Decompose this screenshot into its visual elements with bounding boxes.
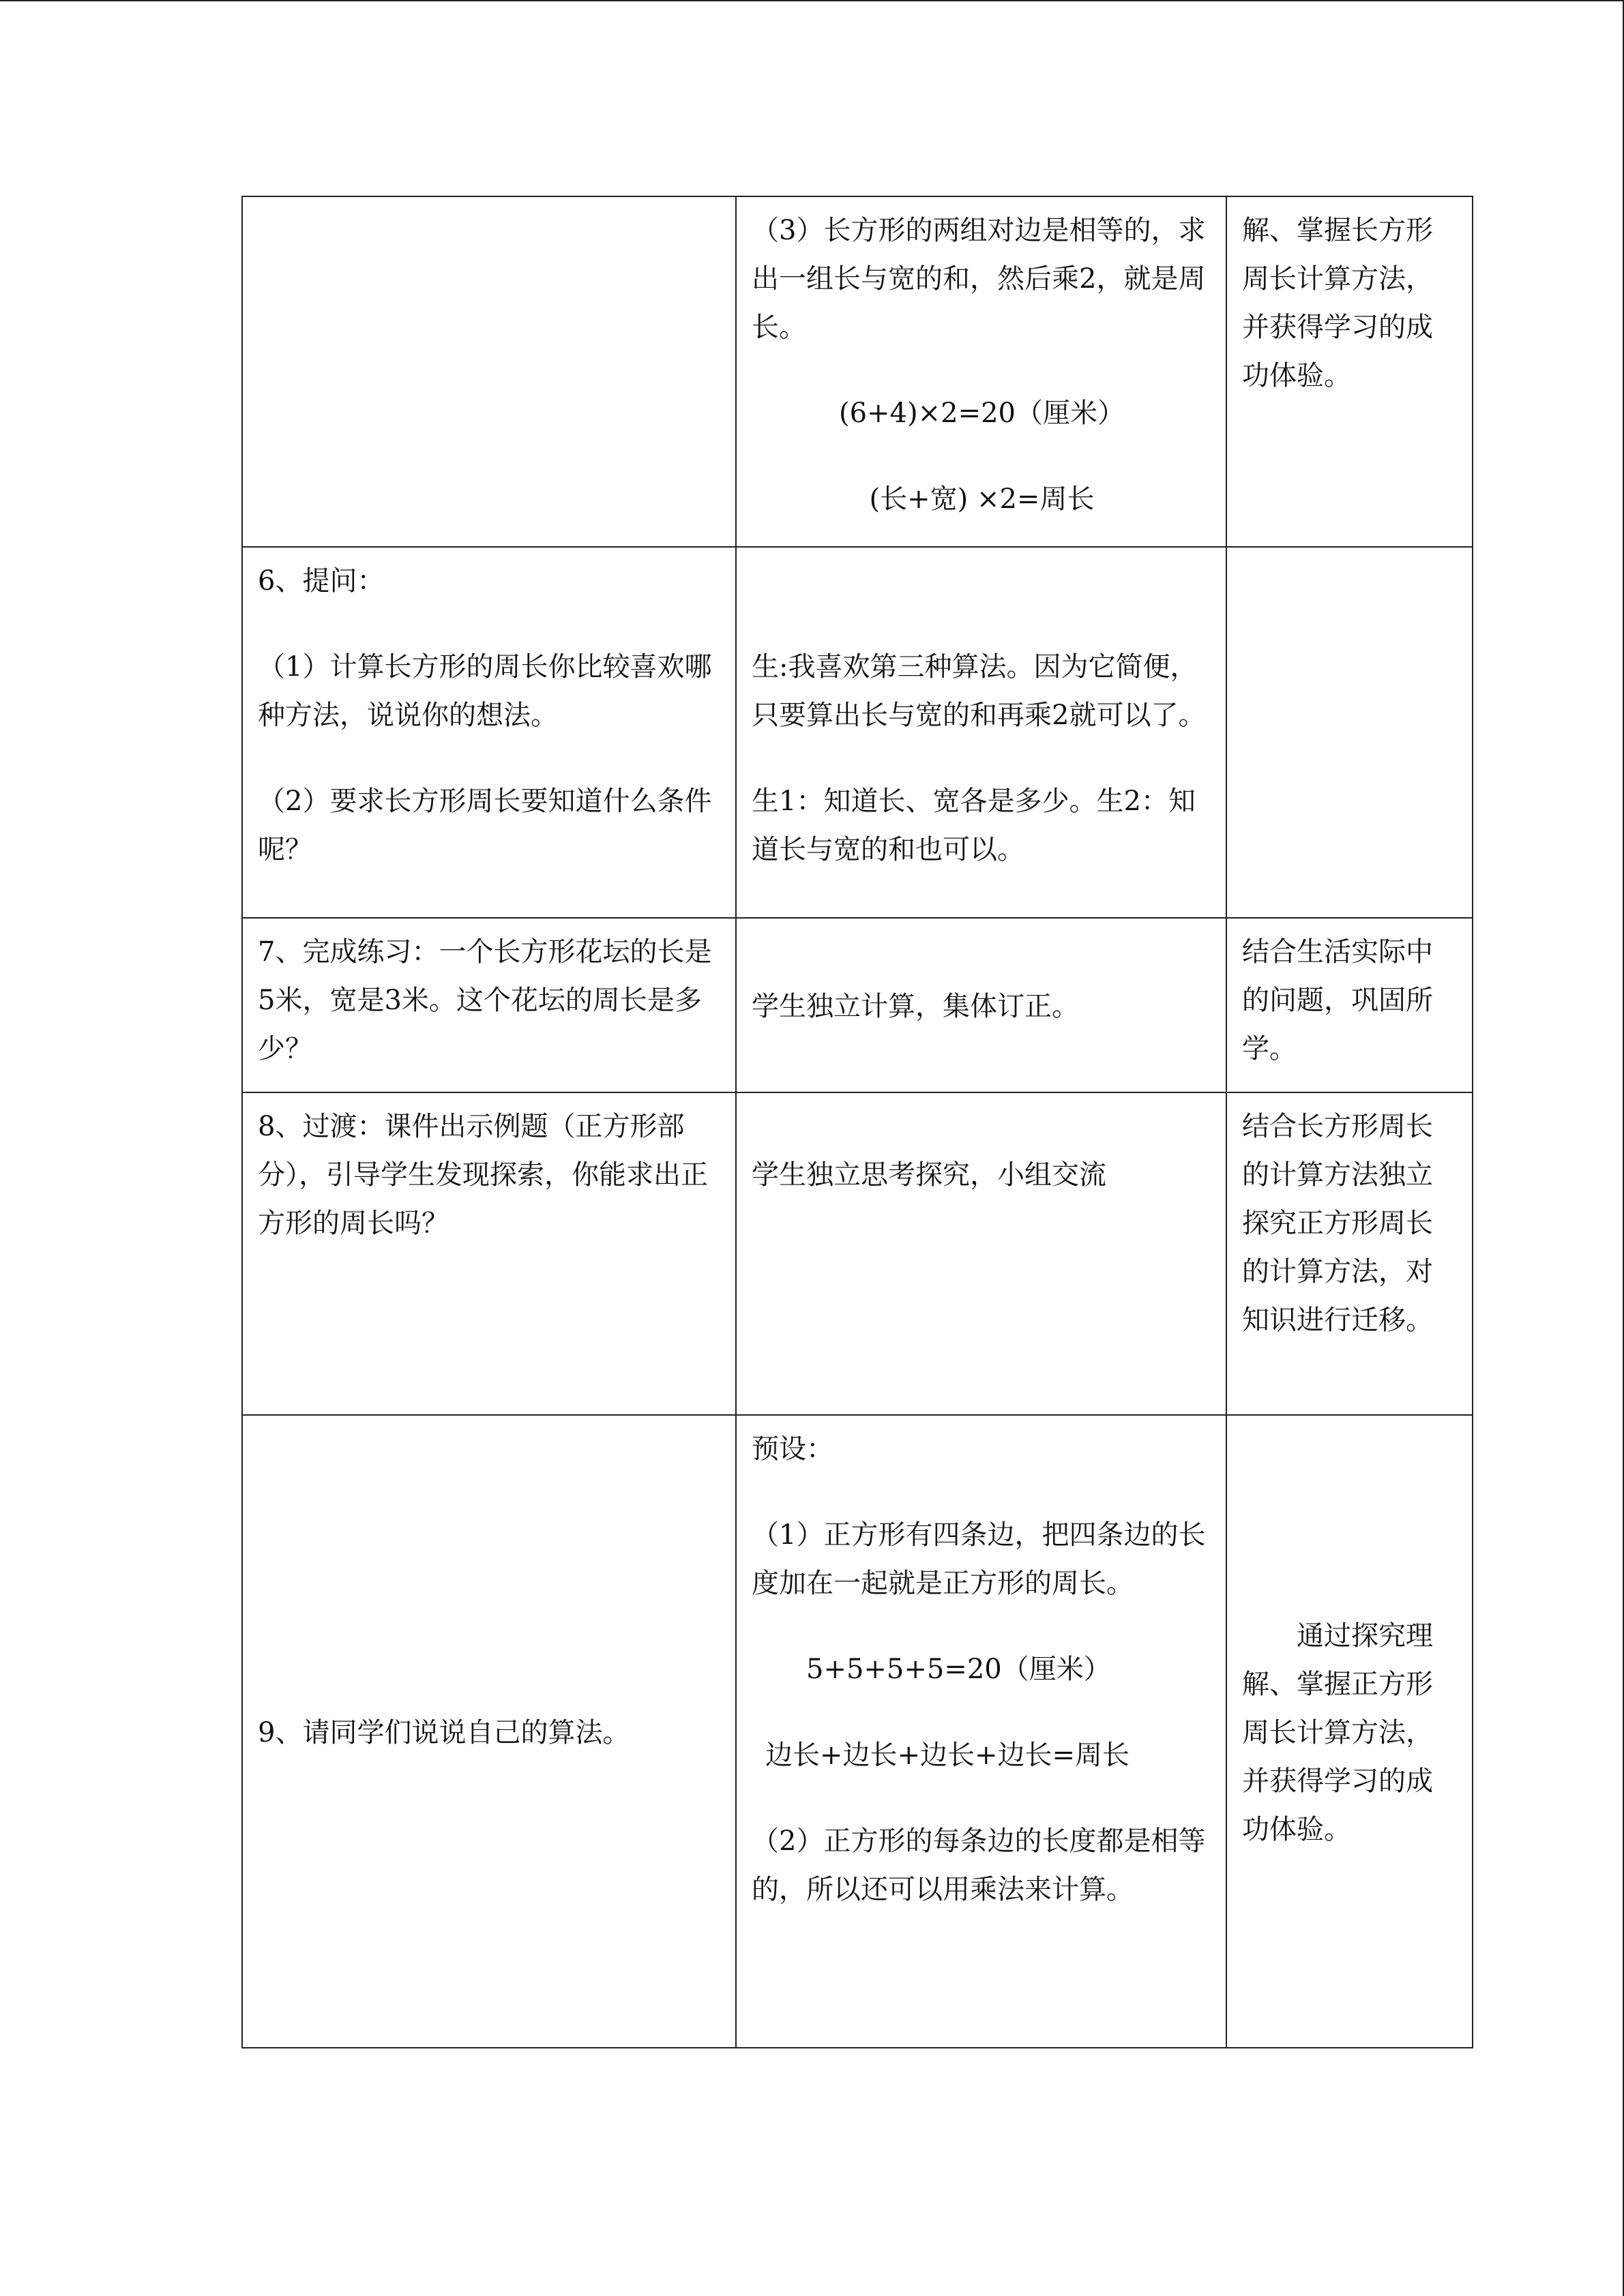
formula-square-general: 边长+边长+边长+边长=周长	[765, 1740, 1130, 1771]
table-row-3	[242, 918, 1473, 1092]
preset-label: 预设：	[752, 1433, 833, 1465]
explanation-text: （3）长方形的两组对边是相等的，求出一组长与宽的和，然后乘2，就是周长。	[752, 215, 1206, 343]
teacher-activity-cell	[242, 547, 736, 918]
table-row-2	[242, 547, 1473, 918]
table-row-5	[242, 1415, 1473, 2048]
design-intent-cell	[1226, 1415, 1473, 2048]
student-activity-cell	[736, 1092, 1226, 1415]
method-2-text: （2）正方形的每条边的长度都是相等的，所以还可以用乘法来计算。	[752, 1825, 1206, 1905]
exercise-text: 7、完成练习：一个长方形花坛的长是5米，宽是3米。这个花坛的周长是多少？	[258, 936, 712, 1064]
design-intent-cell	[1226, 918, 1473, 1092]
table-row-1	[242, 196, 1473, 547]
table-row-4	[242, 1092, 1473, 1415]
teacher-activity-cell	[242, 1415, 736, 2048]
method-1-text: （1）正方形有四条边，把四条边的长度加在一起就是正方形的周长。	[752, 1519, 1206, 1599]
formula-rect-general: (长+宽) ×2=周长	[869, 483, 1095, 515]
formula-rect-calc: (6+4)×2=20（厘米）	[838, 398, 1125, 429]
student-activity-cell	[736, 1415, 1226, 2048]
prompt-text: 9、请同学们说说自己的算法。	[258, 1716, 630, 1748]
design-intent-cell	[1226, 1092, 1473, 1415]
student-activity-cell	[736, 196, 1226, 547]
design-intent-text: 通过探究理解、掌握正方形周长计算方法，并获得学习的成功体验。	[1242, 1620, 1433, 1845]
formula-square-calc: 5+5+5+5=20（厘米）	[806, 1654, 1111, 1685]
question-heading: 6、提问：	[258, 565, 385, 597]
student-activity-text: 学生独立计算，集体订正。	[752, 990, 1079, 1022]
teacher-activity-cell	[242, 196, 736, 547]
design-intent-text: 结合生活实际中的问题，巩固所学。	[1242, 936, 1433, 1064]
lesson-plan-table	[241, 196, 1473, 2048]
student-activity-cell	[736, 918, 1226, 1092]
design-intent-cell	[1226, 547, 1473, 918]
student-activity-cell	[736, 547, 1226, 918]
question-2: （2）要求长方形周长要知道什么条件呢？	[258, 786, 712, 865]
transition-text: 8、过渡：课件出示例题（正方形部分），引导学生发现探索，你能求出正方形的周长吗？	[258, 1111, 708, 1239]
question-1: （1）计算长方形的周长你比较喜欢哪种方法，说说你的想法。	[258, 651, 712, 731]
design-intent-text: 解、掌握长方形周长计算方法，并获得学习的成功体验。	[1242, 215, 1433, 391]
teacher-activity-cell	[242, 918, 736, 1092]
student-activity-text: 学生独立思考探究，小组交流	[752, 1159, 1106, 1191]
student-answer-1: 生:我喜欢第三种算法。因为它简便，只要算出长与宽的和再乘2就可以了。	[752, 651, 1206, 731]
teacher-activity-cell	[242, 1092, 736, 1415]
student-answer-2: 生1：知道长、宽各是多少。生2：知道长与宽的和也可以。	[752, 786, 1196, 865]
design-intent-text: 结合长方形周长的计算方法独立探究正方形周长的计算方法，对知识进行迁移。	[1242, 1111, 1433, 1336]
design-intent-cell	[1226, 196, 1473, 547]
